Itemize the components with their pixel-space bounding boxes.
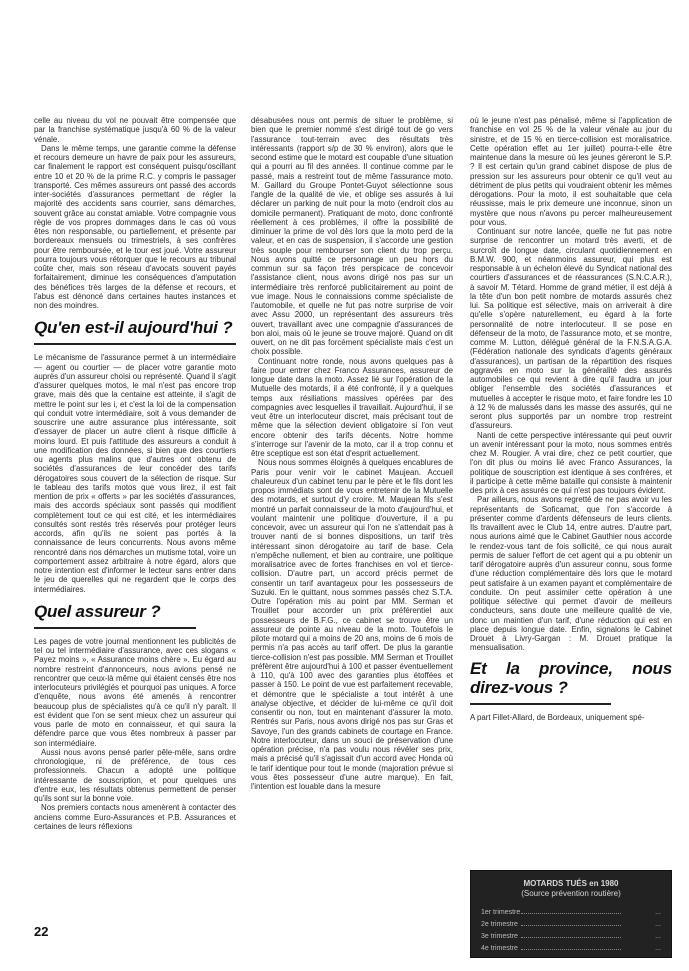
- paragraph: Le mécanisme de l'assurance permet à un intermédiaire — agent ou courtier — de placer votre garantie moto auprès d'un assureur choisi ou représenté. Quand il s'agit d'assurer quelques motos, le mal n'est pas encore trop grave, mais dès que la centaine est atteinte, il s'agit de mettre le point sur les i, et c'est la loi de la compensation qui conduit votre intermédiaire, soit à vous demander de souscrire une autre assurance plus intéressante, soit d'essayer de placer un autre client à risque difficile à moins lourd. Et puis l'attitude des assureurs a conduit à une modification des données, si bien que des courtiers ou agents plus malins que d'autres ont obtenu de sociétés d'assurances de leur concéder des tarifs dérogatoires sous couvert de la sélection de risque. Sur le tableau des tarifs motos que vous lirez, il est fait mention de prix « offerts » par les sociétés d'assurances, mais des accords spéciaux sont passés qui modifient complètement tout ce qui est cité, et les intermédiaires consultés sont restés très réservés pour protéger leurs accords, afin qu'ils ne soient pas portés à la connaissance de leurs concurrents. Nous avons même rencontré dans nos démarches un mutisme total, voire un comportement assez arbitraire à notre égard, alors que notre intention est d'informer le lecteur sans entrer dans le jeu de querelles qui ne regardent que le corps des intermédiaires.: [34, 353, 236, 594]
- page-number: 22: [34, 924, 49, 939]
- article-column-2: [251, 116, 453, 791]
- section-heading-aujourdhui: Qu'en est-il aujourd'hui ?: [34, 318, 233, 338]
- paragraph: Par ailleurs, nous avons regretté de ne pas avoir vu les représentants de Soficamat, que l'on s'accorde à présenter comme d'ardents défenseurs de leurs clients. Ils travaillent avec le Club 14, entre autres. D'autre part, nous aurions aimé que le Cabinet Gauthier nous accorde le rendez-vous tant de fois sollicité, ce qui nous aurait permis de saluer l'effort de cet agent qui a pu obtenir un tarif dérogatoire auprès d'un assureur connu, sous forme d'une réduction complémentaire dès lors que le motard peut satisfaire à un examen payant et complémentaire de conduite. On peut assimiler cette opération à une politique sélective qui permet d'avoir de meilleurs conducteurs, sans doute une meilleure qualité de vie, donc un maintien d'un tarif, d'une réduction qui est en place depuis longue date. Enfin, signalons le Cabinet Drouet à Livry-Gargan : M. Drouet pratique la mensualisation.: [470, 495, 672, 653]
- row-value: ...: [655, 909, 661, 916]
- article-column-3: [470, 116, 672, 722]
- row-label: 2e trimestre: [481, 921, 518, 928]
- paragraph: Dans le même temps, une garantie comme la défense et recours demeure un havre de paix pour les assureurs, car finalement le rapport est conséquent puisqu'oscillant entre 10 et 20 % de la prime R.C. y compris le passager transporté. Ces mêmes assureurs ont passé des accords inter-sociétés d'assurances permettant de régler la majorité des accidents sans courrier, sans démarches, souvent grâce au constat amiable. Votre compagnie vous règle de vos propres dommages dans le cas où vous êtes non responsable, ou partiellement, et présente par bordereaux mensuels ou trimestriels, à ses confrères pour être remboursée, et le tour est joué. Votre assureur pourra toujours vous rétorquer que le recours au tribunal coûte cher, mais son réseau d'avocats souvent payés forfaitairement, diminue les conséquences d'amputation des bénéfices très larges de la défense et recours, et l'abus est dénoncé dans certaines hautes instances et non des moindres.: [34, 143, 236, 310]
- paragraph: Nanti de cette perspective intéressante qui peut ouvrir un avenir intéressant pour la moto, nous sommes entrés chez M. Rougier. A vrai dire, chez ce petit courtier, que l'on dit plus ou moins lié avec Franco Assurances, la politique de souscription est identique à ses confrères, et il participe à cette même bataille qui consiste à maintenir des prix à ces assurés ce qui n'est pas toujours évident.: [470, 430, 672, 495]
- heading-rule: [34, 627, 196, 629]
- row-label: 1er trimestre: [481, 909, 521, 916]
- row-value: ...: [655, 921, 661, 928]
- paragraph: Aussi nous avons pensé parler pêle-mêle, sans ordre chronologique, ni de préférence, de tous ces professionnels. Chacun a adopté une politique intéressante de souscription, et pour quelques uns d'entre eux, les résultats obtenus permettent de penser qu'ils sont sur la bonne voie.: [34, 747, 236, 803]
- paragraph: celle au niveau du vol ne pouvait être compensée que par la franchise systématique jusqu'à 60 % de la valeur vénale.: [34, 116, 236, 144]
- table-row: [481, 933, 661, 941]
- row-label: 4e trimestre: [481, 945, 518, 952]
- paragraph: Nous nous sommes éloignés à quelques encablures de Paris pour venir voir le cabinet Maujean. Accueil chaleureux d'un cabinet tenu par le père et le fils dont les propos immédiats sont de vous entretenir de la Mutuelle des motards, et surtout d'y croire. M. Maujean fils s'est montré un parfait connaisseur de la moto d'aujourd'hui, et voulant maintenir une politique d'ouverture, il a pu concevoir, avec un assureur qui l'on ne s'attendait pas à trouver nanti de si bonnes dispositions, un tarif très intéressant sinon dérogatoire au tarif de base. Cela n'empêche nullement, et bien au contraire, une politique moralisatrice avec de fortes franchises en vol et tierce-collision. D'autre part, un accord précis permet de consentir un tarif avantageux pour les possesseurs de Suzuki. En le quittant, nous sommes passés chez S.T.A. Outre l'opération mis au point par MM. Serman et Trouillet pour accorder un prix préférentiel aux possesseurs de B.F.G., ce cabinet se trouve être un assureur de pointe au niveau de la moto. Toutefois le pilote motard qui a moins de 20 ans, moins de 6 mois de permis n'a pas accès au tarif offert. De plus la garantie tierce-collision n'est pas possible. MM Serman et Trouillet préfèrent être aujourd'hui à 100 et passer éventuellement à 110, qu'à 100 avec des garanties plus étoffées et passer à 150. Le point de vue est parfaitement recevable, et démontre que le spécialiste a tout intérêt à une analyse objective, et décider de lui-même ce qu'il doit consentir ou non, tout en maintenant d'assurer la moto. Rentrés sur Paris, nous avons dirigé nos pas sur Gras et Savoye, l'un des grands cabinets de courtage en France. Notre interlocuteur, dans un souci de préservation d'une opération précise, n'a pas voulu nous révéler ses prix, mais a précisé qu'il s'agissait d'un accord avec Honda où le tarif identique pour tout le monde (majoration prévue si vous êtes possesseur d'une autre marque). En fait, l'intention est louable dans la mesure: [251, 458, 453, 791]
- paragraph: Les pages de votre journal mentionnent les publicités de tel ou tel intermédiaire d'assurance, avec ces slogans « Payez moins », « Assurance moins chère ». Eu égard au nombre restreint d'annonceurs, nous avions pensé ne rencontrer que ceux-là même qui étaient censés être nos interlocuteurs privilégiés et pourquoi pas uniques. A force d'enquête, nous avons été amenés à rencontrer beaucoup plus de spécialistes qu'à ce qu'il n'y paraît. Il est évident que l'on se sent mieux chez un assureur qui vous parle de moto en connaisseur, et qui saura la défendre parce que vous êtes nombreux à passer par son intermédiaire.: [34, 636, 236, 748]
- section-heading-quel-assureur: Quel assureur ?: [34, 601, 161, 621]
- column-1-intro: [34, 116, 236, 310]
- paragraph: Continuant sur notre lancée, quelle ne fut pas notre surprise de rencontrer un motard très averti, et de surcroît de longue date, circulant quotidiennement en B.M.W. 900, et néanmoins assureur, qui plus est responsable à un échelon élevé du Syndicat national des courtiers d'assurances et de réassurances (S.N.C.A.R.), à savoir M. Tétard. Homme de grand métier, il est déjà à la tête d'un bon petit nombre de motards assurés chez lui. Sa politique est sélective, mais on arriverait à dire qu'elle s'opère naturellement, eu égard à la forte personnalité de notre interlocuteur. Il se pose en défenseur de la moto, de l'assurance moto, et se montre, comme M. Lutton, délégué général de la F.N.S.A.G.A. (Fédération nationale des syndicats d'agents généraux d'assurances), un partisan de la répartition des risques aggravés en moto sur la généralité des assurés automobiles ce qui revient à dire qu'il faudra un jour obliger l'ensemble des sociétés d'assurances et mutuelles à accepter le risque moto, et faire fondre les 10 à 12 % de malussés dans les masse des assurés, qui ne seront plus supportés par un nombre trop restreint d'assureurs.: [470, 227, 672, 431]
- row-label: 3e trimestre: [481, 933, 518, 940]
- article-column-1: [34, 116, 236, 831]
- row-value: ...: [655, 933, 661, 940]
- paragraph: A part Fillet-Allard, de Bordeaux, uniquement spé-: [470, 712, 645, 722]
- statistics-table-image: [470, 870, 672, 958]
- heading-rule: [34, 343, 236, 345]
- heading-rule: [470, 703, 611, 705]
- table-title: MOTARDS TUÉS en 1980: [523, 879, 619, 888]
- table-subtitle: (Source prévention routière): [521, 889, 621, 898]
- paragraph: Continuant notre ronde, nous avons quelques pas à faire pour entrer chez Franco Assurances, assureur de longue date dans la moto. Assez lié sur l'opération de la Mutuelle des motards, il a été confronté, il y a quelques temps aux résiliations massives opérées par des compagnies avec lesquelles il travaillait. Aujourd'hui, il se veut être un interlocuteur discret, mais précisant tout de même que la sélection devient obligatoire si l'on veut encore obtenir des tarifs décents. Notre homme s'interroge sur l'avenir de la moto, car il a trop connu et être sceptique est son état d'esprit actuellement.: [251, 356, 453, 458]
- section-heading-province: Et la province, nous direz-vous ?: [470, 658, 672, 697]
- table-row: [481, 921, 661, 929]
- table-row: [481, 909, 661, 917]
- row-value: ...: [655, 945, 661, 952]
- paragraph: désabusées nous ont permis de situer le problème, si bien que le premier nommé s'est dirigé tout de go vers l'assurance tout-terrain avec des résultats très intéressants (rapport s/p de 30 % environ), alors que le second estime que le motard est coupable d'une situation qui a pourri au fil des années. Il continue comme par le passé, mais a restreint tout de même l'assurance moto. M. Gaillard du Groupe Pontet-Guyot sélectionne sous l'angle de la qualité de vie, et oblige ses assurés à lui déclarer un parking de nuit pour la moto (endroit clos au domicile permanent). Pratiquant de moto, donc confronté réellement à ces problèmes, il offre la possibilité de diminuer la prime de vol dès lors que la moto perd de la valeur, et en cas de suspension, il s'accorde une gestion très souple pour rembourser son client du trop perçu. Nous avons quitté ce personnage un peu hors du commun sur sa façon très perspicace de concevoir l'assistance client, nous avons dirigé nos pas sur un intermédiaire très renforcé publicitairement au point de vue image. Nous le connaissions comme spécialiste de l'automobile, et quelle ne fut pas notre surprise de voir avec Assu 2000, un représentant des assureurs très ouvert, travaillant avec une compagnie d'assurances de bon aloi, mais où le jeune se trouve majoré. Quand on dit ouvert, on ne dit pas forcément spécialiste mais c'est un choix possible.: [251, 116, 453, 357]
- paragraph: Nos premiers contacts nous amenèrent à contacter des anciens comme Euro-Assurances et P.B. Assurances et certaines de leurs réflexions: [34, 803, 236, 831]
- table-row: [481, 945, 661, 953]
- paragraph: où le jeune n'est pas pénalisé, même si l'application de franchise en vol 25 % de la valeur vénale au jour du sinistre, et de 15 % en tierce-collision est moralisatrice. Cette opération effet au 1er juillet) pourra-t-elle être maintenue dans la mesure où les jeunes géreront le S.P. ? Il est certain qu'un grand cabinet dispose de plus de pression sur les assureurs pour obtenir ce qu'il veut au détriment de plus petits qui voudraient obtenir les mêmes dérogations. Pour la moto, il est souhaitable que cela réussisse, mais le prix demeure une inconnue, sinon un mystère que nous n'avons pu percer malheureusement pour vous.: [470, 116, 672, 227]
